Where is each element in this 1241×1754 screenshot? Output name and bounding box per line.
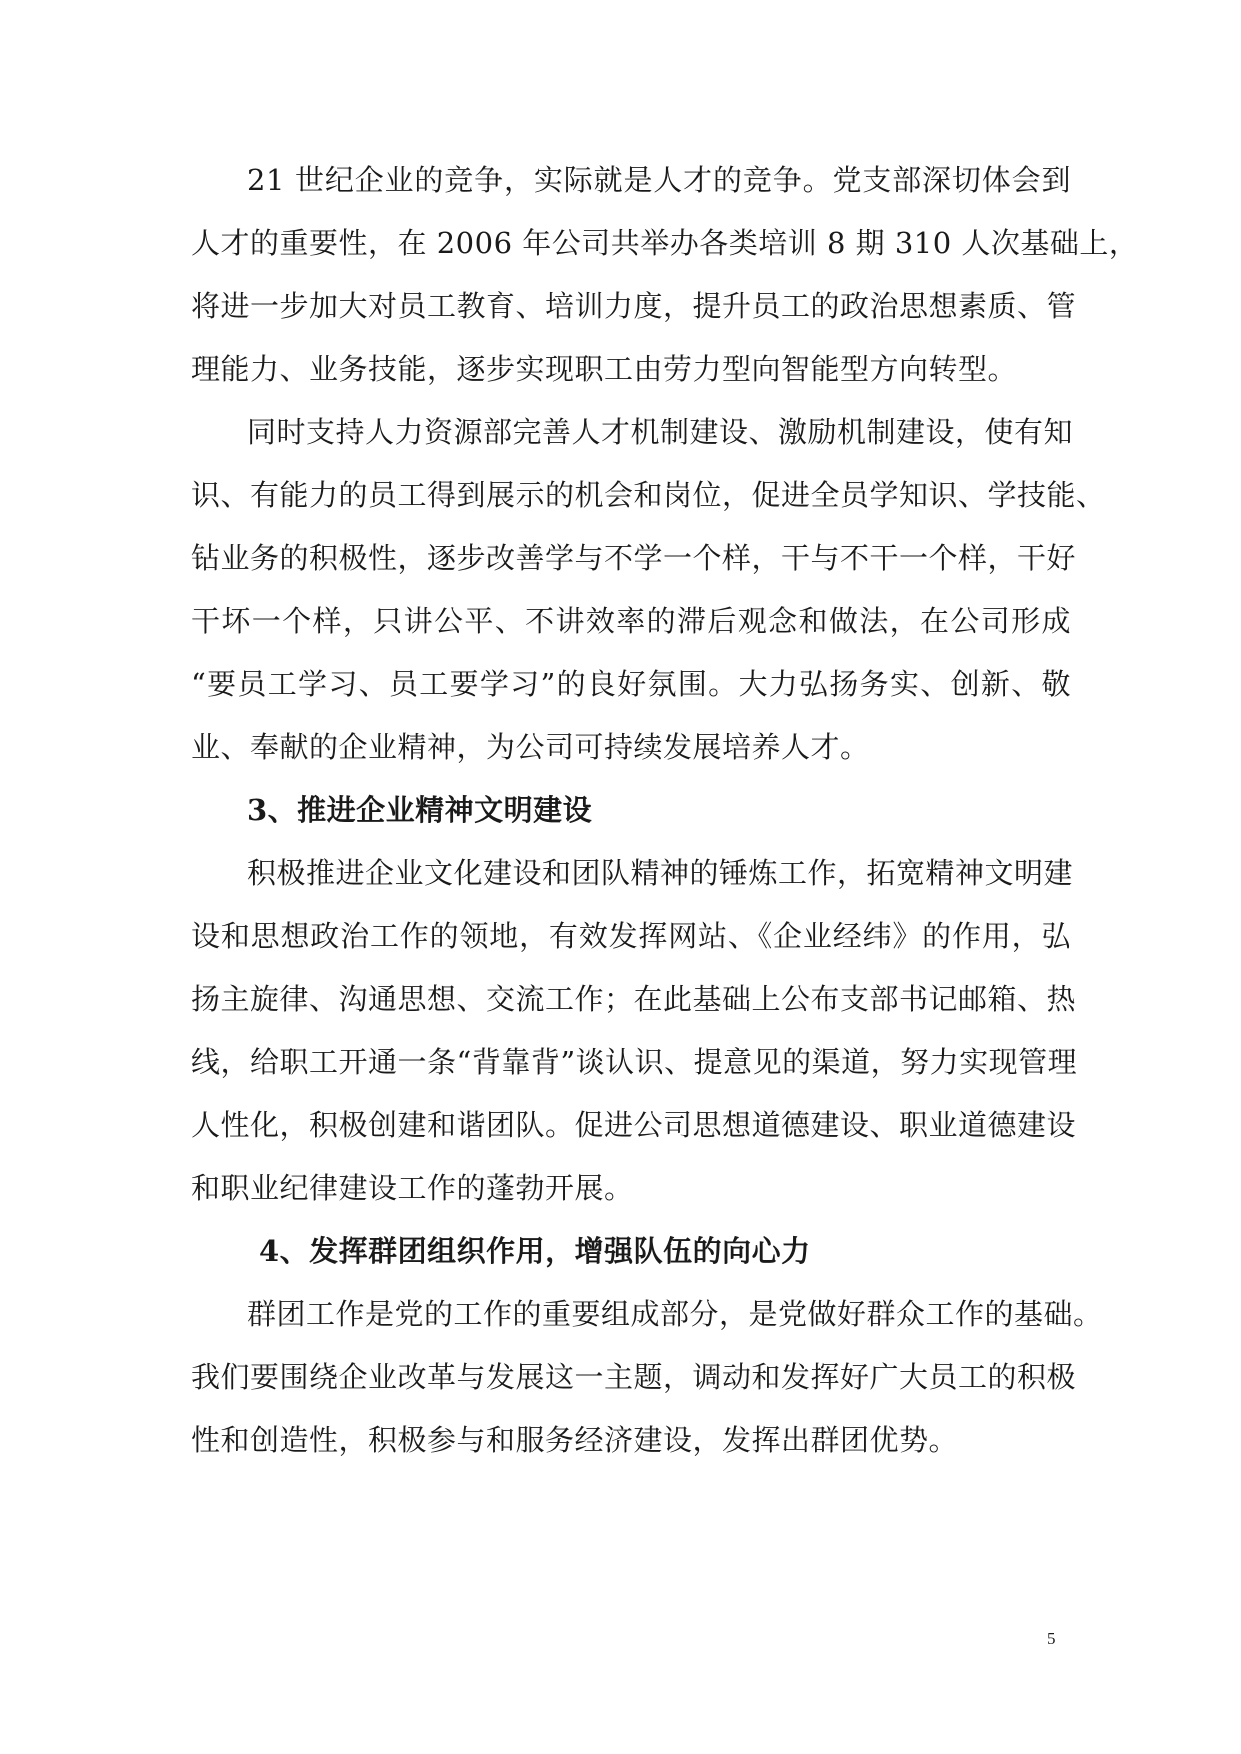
paragraph-3-line-6: 和职业纪律建设工作的蓬勃开展。	[191, 1171, 634, 1205]
paragraph-4-line-3: 性和创造性，积极参与和服务经济建设，发挥出群团优势。	[191, 1423, 959, 1457]
paragraph-2-line-1: 同时支持人力资源部完善人才机制建设、激励机制建设，使有知	[247, 415, 1074, 449]
paragraph-3-line-4: 线，给职工开通一条“背靠背”谈认识、提意见的渠道，努力实现管理	[191, 1045, 1078, 1079]
paragraph-2-line-2: 识、有能力的员工得到展示的机会和岗位，促进全员学知识、学技能、	[191, 478, 1106, 512]
paragraph-3-line-5: 人性化，积极创建和谐团队。促进公司思想道德建设、职业道德建设	[191, 1108, 1077, 1142]
paragraph-3-line-2: 设和思想政治工作的领地，有效发挥网站、《企业经纬》的作用，弘	[191, 919, 1071, 953]
paragraph-4-line-1: 群团工作是党的工作的重要组成部分，是党做好群众工作的基础。	[247, 1297, 1103, 1331]
paragraph-3-line-3: 扬主旋律、沟通思想、交流工作；在此基础上公布支部书记邮箱、热	[191, 982, 1077, 1016]
paragraph-4-line-2: 我们要围绕企业改革与发展这一主题，调动和发挥好广大员工的积极	[191, 1360, 1077, 1394]
paragraph-1-line-1: 21 世纪企业的竞争，实际就是人才的竞争。党支部深切体会到	[247, 163, 1071, 197]
paragraph-1-line-3: 将进一步加大对员工教育、培训力度，提升员工的政治思想素质、管	[191, 289, 1077, 323]
paragraph-2-line-5: “要员工学习、员工要学习”的良好氛围。大力弘扬务实、创新、敬	[191, 667, 1071, 701]
paragraph-1-line-2: 人才的重要性，在 2006 年公司共举办各类培训 8 期 310 人次基础上，	[191, 226, 1139, 260]
page-number: 5	[1047, 1629, 1056, 1648]
paragraph-2-line-6: 业、奉献的企业精神，为公司可持续发展培养人才。	[191, 730, 870, 764]
section-heading-4: 4、发挥群团组织作用，增强队伍的向心力	[259, 1234, 811, 1268]
paragraph-2-line-3: 钻业务的积极性，逐步改善学与不学一个样，干与不干一个样，干好	[191, 541, 1077, 575]
paragraph-3-line-1: 积极推进企业文化建设和团队精神的锤炼工作，拓宽精神文明建	[247, 856, 1074, 890]
paragraph-2-line-4: 干坏一个样，只讲公平、不讲效率的滞后观念和做法，在公司形成	[191, 604, 1071, 638]
paragraph-1-line-4: 理能力、业务技能，逐步实现职工由劳力型向智能型方向转型。	[191, 352, 1018, 386]
section-heading-3: 3、推进企业精神文明建设	[247, 793, 593, 827]
